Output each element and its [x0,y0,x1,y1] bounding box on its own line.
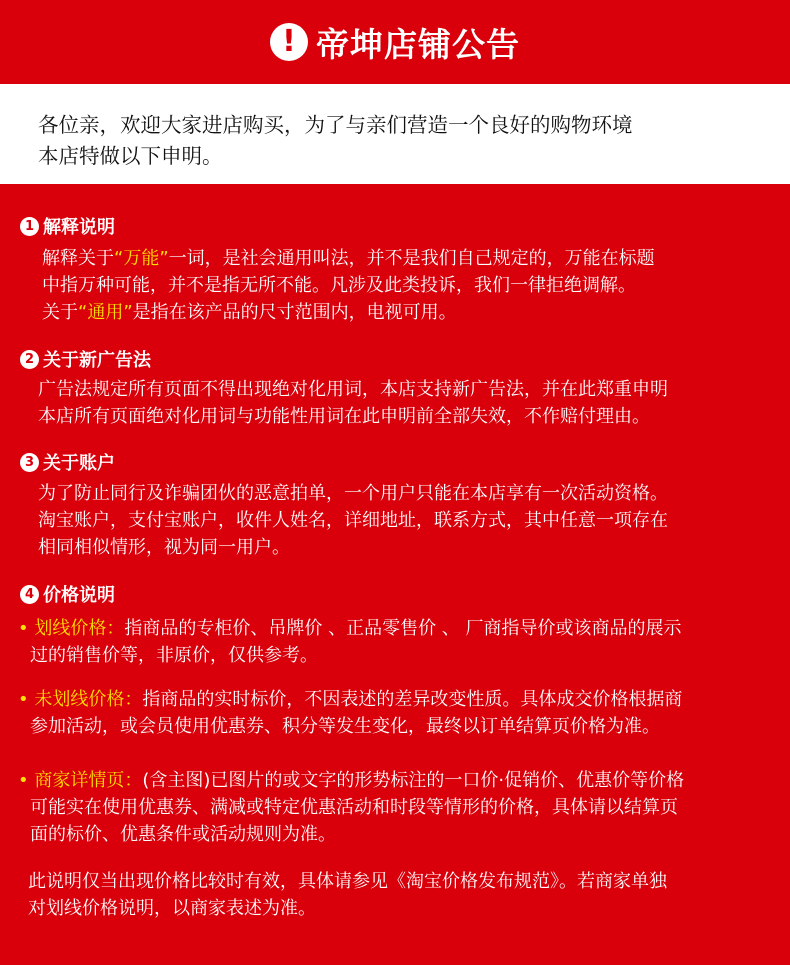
text-segment: 一词，是社会通用叫法，并不是我们自己规定的，万能在标题 [168,248,655,269]
section-4-title: 价格说明 [43,585,115,606]
text-segment: 关于 [42,302,78,323]
page-title: 帝坤店铺公告 [316,24,520,64]
section-3-heading [20,449,115,475]
note-line-1: 此说明仅当出现价格比较时有效，具体请参见《淘宝价格发布规范》。若商家单独 [28,871,667,892]
section-2-title: 关于新广告法 [43,350,151,371]
number-1-icon: 1 [20,217,39,236]
intro-panel [0,84,790,184]
section-2-heading [20,346,151,372]
section-3-line-2: 淘宝账户，支付宝账户，收件人姓名，详细地址，联系方式，其中任意一项存在 [38,510,668,531]
number-3-icon: 3 [20,453,39,472]
text-segment: 指商品的专柜价、吊牌价 、正品零售价 、 厂商指导价或该商品的展示 [124,618,682,639]
number-2-icon: 2 [20,350,39,369]
bullet-crossed-price-line-2: 过的销售价等，非原价，仅供参考。 [30,645,318,666]
bullet-icon: • [18,770,29,791]
text-segment: 解释关于 [42,248,114,269]
section-1-line-3 [42,299,457,326]
announcement-header [0,0,790,84]
intro-line-1: 各位亲，欢迎大家进店购买，为了与亲们营造一个良好的购物环境 [38,113,633,137]
bullet-icon: • [18,618,29,639]
exclamation-icon: ! [270,23,308,61]
bullet-uncrossed-price-line-1 [18,686,682,713]
bullet-crossed-price-line-1 [18,615,682,642]
text-segment: 是指在该产品的尺寸范围内，电视可用。 [132,302,457,323]
bullet-icon: • [18,689,29,710]
section-2-line-2: 本店所有页面绝对化用词与功能性用词在此申明前全部失效，不作赔付理由。 [38,406,650,427]
crossed-price-label: 划线价格： [34,618,125,639]
note-line-2: 对划线价格说明，以商家表述为准。 [28,898,316,919]
merchant-detail-label: 商家详情页： [34,770,143,791]
uncrossed-price-label: 未划线价格： [34,689,143,710]
text-segment: 指商品的实时标价，不因表述的差异改变性质。具体成交价格根据商 [142,689,683,710]
section-1-title: 解释说明 [43,217,115,238]
intro-line-2: 本店特做以下申明。 [38,144,223,168]
section-4-heading [20,581,115,607]
section-1-line-2: 中指万种可能，并不是指无所不能。凡涉及此类投诉，我们一律拒绝调解。 [42,275,636,296]
section-3-title: 关于账户 [43,453,115,474]
section-1-line-1 [42,245,655,272]
section-2-line-1: 广告法规定所有页面不得出现绝对化用词，本店支持新广告法，并在此郑重申明 [38,379,668,400]
highlight-tongyong: “通用” [78,302,133,323]
bullet-merchant-detail-line-2: 可能实在使用优惠券、满减或特定优惠活动和时段等情形的价格，具体请以结算页 [30,797,678,818]
bullet-uncrossed-price-line-2: 参加活动，或会员使用优惠券、积分等发生变化，最终以订单结算页价格为准。 [30,716,660,737]
section-1-heading [20,213,115,239]
bullet-merchant-detail-line-3: 面的标价、优惠条件或活动规则为准。 [30,824,336,845]
bullet-merchant-detail-line-1 [18,767,684,794]
text-segment: (含主图)已图片的或文字的形势标注的一口价·促销价、优惠价等价格 [142,770,685,791]
highlight-wanneng: “万能” [114,248,169,269]
number-4-icon: 4 [20,585,39,604]
section-3-line-1: 为了防止同行及诈骗团伙的恶意拍单，一个用户只能在本店享有一次活动资格。 [38,483,668,504]
section-3-line-3: 相同相似情形，视为同一用户。 [38,537,290,558]
